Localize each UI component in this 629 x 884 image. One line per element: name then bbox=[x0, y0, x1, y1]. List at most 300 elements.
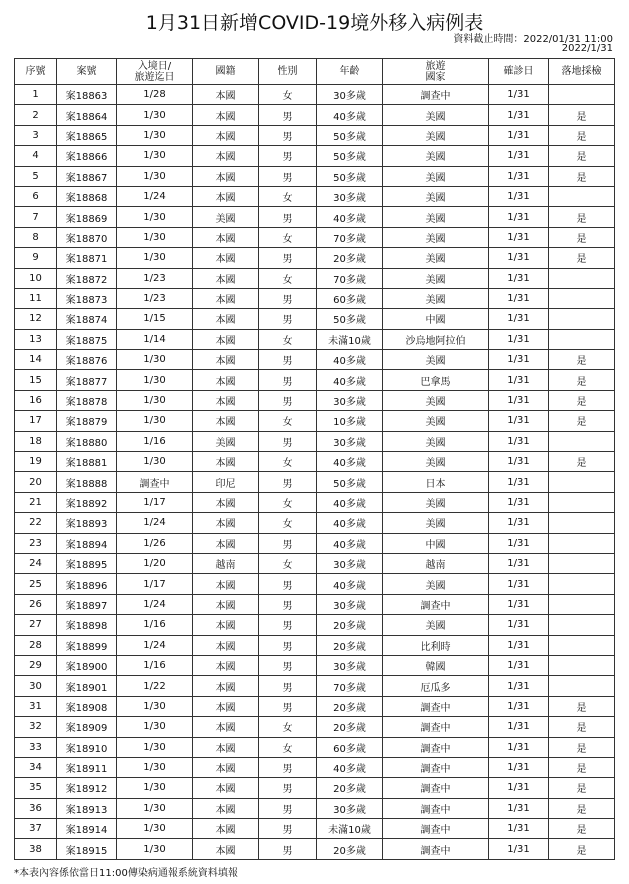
cell-age: 30多歲 bbox=[317, 186, 383, 206]
cell-nationality: 本國 bbox=[193, 492, 259, 512]
cell-landing-test: 是 bbox=[549, 819, 615, 839]
cell-nationality: 本國 bbox=[193, 411, 259, 431]
cell-age: 30多歲 bbox=[317, 85, 383, 105]
cell-travel-country: 美國 bbox=[383, 574, 489, 594]
table-row bbox=[15, 676, 615, 696]
footnote: *本表內容係依當日11:00傳染病通報系統資料填報 bbox=[14, 868, 238, 879]
cell-nationality: 本國 bbox=[193, 635, 259, 655]
cell-nationality: 本國 bbox=[193, 329, 259, 349]
cell-gender: 男 bbox=[259, 105, 317, 125]
cell-nationality: 本國 bbox=[193, 390, 259, 410]
cell-gender: 男 bbox=[259, 390, 317, 410]
cell-case-id: 案18912 bbox=[57, 778, 117, 798]
cell-nationality: 本國 bbox=[193, 105, 259, 125]
cell-gender: 女 bbox=[259, 268, 317, 288]
cell-travel-country: 沙烏地阿拉伯 bbox=[383, 329, 489, 349]
cell-travel-country: 中國 bbox=[383, 309, 489, 329]
cell-confirm-date: 1/31 bbox=[489, 655, 549, 675]
table-row bbox=[15, 125, 615, 145]
cell-gender: 男 bbox=[259, 431, 317, 451]
cell-nationality: 本國 bbox=[193, 350, 259, 370]
cell-gender: 男 bbox=[259, 696, 317, 716]
cell-gender: 男 bbox=[259, 819, 317, 839]
cell-seq: 30 bbox=[15, 676, 57, 696]
cell-seq: 34 bbox=[15, 757, 57, 777]
cell-gender: 女 bbox=[259, 85, 317, 105]
cell-case-id: 案18867 bbox=[57, 166, 117, 186]
cell-entry-date: 1/30 bbox=[117, 839, 193, 859]
cell-case-id: 案18896 bbox=[57, 574, 117, 594]
cell-nationality: 本國 bbox=[193, 696, 259, 716]
cell-entry-date: 1/26 bbox=[117, 533, 193, 553]
cell-age: 50多歲 bbox=[317, 309, 383, 329]
cell-confirm-date: 1/31 bbox=[489, 105, 549, 125]
table-row bbox=[15, 533, 615, 553]
cell-travel-country: 調查中 bbox=[383, 757, 489, 777]
cell-gender: 女 bbox=[259, 227, 317, 247]
cell-case-id: 案18866 bbox=[57, 146, 117, 166]
cell-travel-country: 中國 bbox=[383, 533, 489, 553]
cell-seq: 19 bbox=[15, 452, 57, 472]
cell-entry-date: 1/15 bbox=[117, 309, 193, 329]
cell-age: 40多歲 bbox=[317, 513, 383, 533]
cell-gender: 男 bbox=[259, 594, 317, 614]
cell-seq: 5 bbox=[15, 166, 57, 186]
cell-case-id: 案18892 bbox=[57, 492, 117, 512]
cell-gender: 男 bbox=[259, 370, 317, 390]
cell-age: 30多歲 bbox=[317, 553, 383, 573]
cell-landing-test bbox=[549, 268, 615, 288]
cell-case-id: 案18897 bbox=[57, 594, 117, 614]
cell-confirm-date: 1/31 bbox=[489, 717, 549, 737]
cell-case-id: 案18901 bbox=[57, 676, 117, 696]
table-row bbox=[15, 655, 615, 675]
header-gender bbox=[259, 59, 317, 85]
cell-seq: 38 bbox=[15, 839, 57, 859]
table-row bbox=[15, 146, 615, 166]
cell-case-id: 案18877 bbox=[57, 370, 117, 390]
cell-confirm-date: 1/31 bbox=[489, 186, 549, 206]
cell-gender: 男 bbox=[259, 533, 317, 553]
cell-nationality: 本國 bbox=[193, 248, 259, 268]
table-row bbox=[15, 635, 615, 655]
cell-entry-date: 1/30 bbox=[117, 105, 193, 125]
cell-nationality: 本國 bbox=[193, 85, 259, 105]
table-row bbox=[15, 309, 615, 329]
cell-landing-test: 是 bbox=[549, 411, 615, 431]
cell-age: 40多歲 bbox=[317, 574, 383, 594]
cell-age: 20多歲 bbox=[317, 839, 383, 859]
cell-confirm-date: 1/31 bbox=[489, 329, 549, 349]
cell-travel-country: 美國 bbox=[383, 248, 489, 268]
cell-case-id: 案18869 bbox=[57, 207, 117, 227]
cell-gender: 男 bbox=[259, 676, 317, 696]
cell-seq: 27 bbox=[15, 615, 57, 635]
cell-gender: 女 bbox=[259, 411, 317, 431]
cell-landing-test: 是 bbox=[549, 105, 615, 125]
cell-age: 未滿10歲 bbox=[317, 329, 383, 349]
header-line: 落地採檢 bbox=[561, 66, 602, 77]
cell-age: 20多歲 bbox=[317, 248, 383, 268]
cell-case-id: 案18875 bbox=[57, 329, 117, 349]
cell-confirm-date: 1/31 bbox=[489, 268, 549, 288]
cell-confirm-date: 1/31 bbox=[489, 676, 549, 696]
table-row bbox=[15, 717, 615, 737]
cell-age: 50多歲 bbox=[317, 146, 383, 166]
cell-entry-date: 1/30 bbox=[117, 125, 193, 145]
cell-landing-test bbox=[549, 472, 615, 492]
table-row bbox=[15, 574, 615, 594]
cell-case-id: 案18895 bbox=[57, 553, 117, 573]
cell-landing-test: 是 bbox=[549, 227, 615, 247]
table-row bbox=[15, 248, 615, 268]
cell-entry-date: 1/30 bbox=[117, 798, 193, 818]
cell-confirm-date: 1/31 bbox=[489, 370, 549, 390]
table-row bbox=[15, 186, 615, 206]
cell-case-id: 案18909 bbox=[57, 717, 117, 737]
cell-seq: 22 bbox=[15, 513, 57, 533]
cell-landing-test bbox=[549, 574, 615, 594]
cell-confirm-date: 1/31 bbox=[489, 390, 549, 410]
cell-confirm-date: 1/31 bbox=[489, 798, 549, 818]
table-row bbox=[15, 778, 615, 798]
header-line: 入境日/ bbox=[137, 60, 172, 72]
cell-entry-date: 1/30 bbox=[117, 696, 193, 716]
cell-seq: 16 bbox=[15, 390, 57, 410]
table-row bbox=[15, 227, 615, 247]
cell-entry-date: 1/16 bbox=[117, 431, 193, 451]
header-row bbox=[15, 59, 615, 85]
cell-case-id: 案18881 bbox=[57, 452, 117, 472]
cell-gender: 女 bbox=[259, 492, 317, 512]
cell-confirm-date: 1/31 bbox=[489, 309, 549, 329]
cell-age: 20多歲 bbox=[317, 635, 383, 655]
cell-case-id: 案18888 bbox=[57, 472, 117, 492]
cell-gender: 男 bbox=[259, 146, 317, 166]
cell-case-id: 案18879 bbox=[57, 411, 117, 431]
cell-travel-country: 調查中 bbox=[383, 717, 489, 737]
cell-entry-date: 1/16 bbox=[117, 655, 193, 675]
cell-nationality: 本國 bbox=[193, 757, 259, 777]
cell-case-id: 案18878 bbox=[57, 390, 117, 410]
cell-seq: 2 bbox=[15, 105, 57, 125]
cell-gender: 女 bbox=[259, 452, 317, 472]
header-line: 旅遊迄日 bbox=[134, 71, 175, 83]
cell-landing-test bbox=[549, 594, 615, 614]
cell-seq: 26 bbox=[15, 594, 57, 614]
cell-nationality: 本國 bbox=[193, 166, 259, 186]
cell-case-id: 案18908 bbox=[57, 696, 117, 716]
cell-entry-date: 1/30 bbox=[117, 166, 193, 186]
cell-age: 60多歲 bbox=[317, 288, 383, 308]
cell-travel-country: 厄瓜多 bbox=[383, 676, 489, 696]
cell-nationality: 美國 bbox=[193, 431, 259, 451]
cell-nationality: 本國 bbox=[193, 819, 259, 839]
cell-entry-date: 調查中 bbox=[117, 472, 193, 492]
cell-confirm-date: 1/31 bbox=[489, 248, 549, 268]
cell-landing-test: 是 bbox=[549, 778, 615, 798]
table-row bbox=[15, 839, 615, 859]
cell-entry-date: 1/24 bbox=[117, 594, 193, 614]
cell-travel-country: 巴拿馬 bbox=[383, 370, 489, 390]
cell-age: 40多歲 bbox=[317, 370, 383, 390]
cell-seq: 15 bbox=[15, 370, 57, 390]
page-title: 1月31日新增COVID-19境外移入病例表 bbox=[145, 12, 484, 34]
cell-age: 30多歲 bbox=[317, 798, 383, 818]
cell-landing-test bbox=[549, 615, 615, 635]
cell-confirm-date: 1/31 bbox=[489, 778, 549, 798]
cell-travel-country: 美國 bbox=[383, 390, 489, 410]
cell-gender: 男 bbox=[259, 615, 317, 635]
cell-entry-date: 1/16 bbox=[117, 615, 193, 635]
cell-age: 50多歲 bbox=[317, 472, 383, 492]
cell-nationality: 本國 bbox=[193, 309, 259, 329]
cell-seq: 7 bbox=[15, 207, 57, 227]
cell-entry-date: 1/30 bbox=[117, 717, 193, 737]
table-row bbox=[15, 268, 615, 288]
cell-confirm-date: 1/31 bbox=[489, 125, 549, 145]
cell-confirm-date: 1/31 bbox=[489, 533, 549, 553]
cell-travel-country: 調查中 bbox=[383, 798, 489, 818]
cell-case-id: 案18876 bbox=[57, 350, 117, 370]
cell-seq: 23 bbox=[15, 533, 57, 553]
cell-case-id: 案18873 bbox=[57, 288, 117, 308]
cell-entry-date: 1/30 bbox=[117, 390, 193, 410]
table-row bbox=[15, 492, 615, 512]
cell-landing-test: 是 bbox=[549, 452, 615, 472]
cell-landing-test bbox=[549, 288, 615, 308]
table-row bbox=[15, 737, 615, 757]
cell-confirm-date: 1/31 bbox=[489, 227, 549, 247]
table-row bbox=[15, 105, 615, 125]
header-landing-test bbox=[549, 59, 615, 85]
cell-confirm-date: 1/31 bbox=[489, 513, 549, 533]
cell-seq: 20 bbox=[15, 472, 57, 492]
cell-gender: 男 bbox=[259, 635, 317, 655]
header-line: 確診日 bbox=[503, 66, 534, 77]
cell-travel-country: 美國 bbox=[383, 166, 489, 186]
cell-seq: 21 bbox=[15, 492, 57, 512]
cell-age: 40多歲 bbox=[317, 207, 383, 227]
table-row bbox=[15, 819, 615, 839]
cell-entry-date: 1/30 bbox=[117, 227, 193, 247]
cell-landing-test bbox=[549, 635, 615, 655]
cell-travel-country: 美國 bbox=[383, 186, 489, 206]
cell-travel-country: 美國 bbox=[383, 125, 489, 145]
header-entry-date bbox=[117, 59, 193, 85]
cell-entry-date: 1/30 bbox=[117, 350, 193, 370]
cell-gender: 男 bbox=[259, 207, 317, 227]
data-cutoff-time: 資料截止時間：2022/01/31 11:00 bbox=[453, 34, 613, 45]
cell-landing-test bbox=[549, 309, 615, 329]
cell-gender: 男 bbox=[259, 288, 317, 308]
cell-age: 70多歲 bbox=[317, 676, 383, 696]
cell-age: 40多歲 bbox=[317, 533, 383, 553]
cell-travel-country: 美國 bbox=[383, 615, 489, 635]
cell-entry-date: 1/24 bbox=[117, 186, 193, 206]
cell-confirm-date: 1/31 bbox=[489, 411, 549, 431]
table-row bbox=[15, 594, 615, 614]
cell-case-id: 案18874 bbox=[57, 309, 117, 329]
cell-entry-date: 1/24 bbox=[117, 513, 193, 533]
cell-entry-date: 1/23 bbox=[117, 288, 193, 308]
cell-nationality: 本國 bbox=[193, 839, 259, 859]
cell-confirm-date: 1/31 bbox=[489, 207, 549, 227]
cell-nationality: 本國 bbox=[193, 533, 259, 553]
cell-travel-country: 美國 bbox=[383, 431, 489, 451]
cell-seq: 29 bbox=[15, 655, 57, 675]
cell-seq: 4 bbox=[15, 146, 57, 166]
cell-nationality: 本國 bbox=[193, 676, 259, 696]
cell-nationality: 本國 bbox=[193, 146, 259, 166]
cell-travel-country: 調查中 bbox=[383, 839, 489, 859]
cell-gender: 男 bbox=[259, 472, 317, 492]
cell-travel-country: 美國 bbox=[383, 105, 489, 125]
cell-nationality: 本國 bbox=[193, 737, 259, 757]
cell-landing-test: 是 bbox=[549, 696, 615, 716]
cell-age: 70多歲 bbox=[317, 227, 383, 247]
table-row bbox=[15, 390, 615, 410]
cell-nationality: 印尼 bbox=[193, 472, 259, 492]
cell-entry-date: 1/30 bbox=[117, 757, 193, 777]
table-row bbox=[15, 513, 615, 533]
table-row bbox=[15, 207, 615, 227]
cell-gender: 男 bbox=[259, 778, 317, 798]
cell-confirm-date: 1/31 bbox=[489, 839, 549, 859]
cell-nationality: 越南 bbox=[193, 553, 259, 573]
cell-entry-date: 1/22 bbox=[117, 676, 193, 696]
cell-seq: 9 bbox=[15, 248, 57, 268]
cell-landing-test bbox=[549, 85, 615, 105]
cell-entry-date: 1/30 bbox=[117, 370, 193, 390]
cell-case-id: 案18864 bbox=[57, 105, 117, 125]
cell-age: 未滿10歲 bbox=[317, 819, 383, 839]
cell-confirm-date: 1/31 bbox=[489, 452, 549, 472]
cell-gender: 男 bbox=[259, 166, 317, 186]
cell-gender: 男 bbox=[259, 125, 317, 145]
cell-travel-country: 美國 bbox=[383, 452, 489, 472]
cell-confirm-date: 1/31 bbox=[489, 635, 549, 655]
cell-age: 40多歲 bbox=[317, 757, 383, 777]
cell-landing-test: 是 bbox=[549, 146, 615, 166]
cell-travel-country: 調查中 bbox=[383, 696, 489, 716]
cell-seq: 33 bbox=[15, 737, 57, 757]
cell-case-id: 案18872 bbox=[57, 268, 117, 288]
cell-case-id: 案18914 bbox=[57, 819, 117, 839]
cell-gender: 女 bbox=[259, 717, 317, 737]
table-row bbox=[15, 431, 615, 451]
cell-seq: 8 bbox=[15, 227, 57, 247]
cell-case-id: 案18900 bbox=[57, 655, 117, 675]
cell-nationality: 本國 bbox=[193, 370, 259, 390]
cell-case-id: 案18911 bbox=[57, 757, 117, 777]
cell-case-id: 案18893 bbox=[57, 513, 117, 533]
table-row bbox=[15, 85, 615, 105]
cell-seq: 10 bbox=[15, 268, 57, 288]
cell-travel-country: 越南 bbox=[383, 553, 489, 573]
cell-seq: 3 bbox=[15, 125, 57, 145]
table-row bbox=[15, 615, 615, 635]
cell-travel-country: 調查中 bbox=[383, 85, 489, 105]
cell-landing-test bbox=[549, 186, 615, 206]
cell-confirm-date: 1/31 bbox=[489, 350, 549, 370]
cell-seq: 14 bbox=[15, 350, 57, 370]
cell-nationality: 本國 bbox=[193, 594, 259, 614]
header-line: 案號 bbox=[76, 66, 97, 77]
cell-travel-country: 比利時 bbox=[383, 635, 489, 655]
cell-confirm-date: 1/31 bbox=[489, 574, 549, 594]
header-travel-country bbox=[383, 59, 489, 85]
cell-entry-date: 1/30 bbox=[117, 819, 193, 839]
case-table bbox=[14, 58, 615, 860]
header-nationality bbox=[193, 59, 259, 85]
table-row bbox=[15, 370, 615, 390]
cell-landing-test: 是 bbox=[549, 717, 615, 737]
cell-landing-test: 是 bbox=[549, 248, 615, 268]
header-line: 旅遊 bbox=[425, 60, 446, 72]
table-row bbox=[15, 553, 615, 573]
cell-case-id: 案18868 bbox=[57, 186, 117, 206]
cell-travel-country: 調查中 bbox=[383, 819, 489, 839]
cell-confirm-date: 1/31 bbox=[489, 553, 549, 573]
cell-age: 30多歲 bbox=[317, 655, 383, 675]
cell-landing-test bbox=[549, 533, 615, 553]
cell-case-id: 案18910 bbox=[57, 737, 117, 757]
cell-gender: 男 bbox=[259, 655, 317, 675]
header-case-id bbox=[57, 59, 117, 85]
cell-travel-country: 美國 bbox=[383, 492, 489, 512]
cell-case-id: 案18913 bbox=[57, 798, 117, 818]
cell-age: 20多歲 bbox=[317, 615, 383, 635]
cell-seq: 28 bbox=[15, 635, 57, 655]
cell-seq: 37 bbox=[15, 819, 57, 839]
cell-seq: 31 bbox=[15, 696, 57, 716]
cell-age: 60多歲 bbox=[317, 737, 383, 757]
cell-landing-test: 是 bbox=[549, 350, 615, 370]
cell-case-id: 案18863 bbox=[57, 85, 117, 105]
table-row bbox=[15, 350, 615, 370]
header-line: 性別 bbox=[277, 66, 298, 77]
table-row bbox=[15, 472, 615, 492]
cell-seq: 1 bbox=[15, 85, 57, 105]
cell-entry-date: 1/23 bbox=[117, 268, 193, 288]
cell-landing-test: 是 bbox=[549, 370, 615, 390]
cell-gender: 女 bbox=[259, 737, 317, 757]
cell-nationality: 本國 bbox=[193, 227, 259, 247]
cell-entry-date: 1/24 bbox=[117, 635, 193, 655]
cell-gender: 男 bbox=[259, 839, 317, 859]
cell-gender: 女 bbox=[259, 329, 317, 349]
cell-landing-test: 是 bbox=[549, 839, 615, 859]
cell-entry-date: 1/30 bbox=[117, 207, 193, 227]
cell-landing-test bbox=[549, 676, 615, 696]
cell-entry-date: 1/17 bbox=[117, 492, 193, 512]
cell-age: 10多歲 bbox=[317, 411, 383, 431]
cell-age: 50多歲 bbox=[317, 166, 383, 186]
header-confirm-date bbox=[489, 59, 549, 85]
cell-seq: 18 bbox=[15, 431, 57, 451]
cell-confirm-date: 1/31 bbox=[489, 757, 549, 777]
cell-landing-test: 是 bbox=[549, 166, 615, 186]
cell-seq: 6 bbox=[15, 186, 57, 206]
cell-travel-country: 日本 bbox=[383, 472, 489, 492]
cell-age: 20多歲 bbox=[317, 778, 383, 798]
cell-gender: 男 bbox=[259, 574, 317, 594]
table-row bbox=[15, 329, 615, 349]
cell-nationality: 本國 bbox=[193, 288, 259, 308]
cell-entry-date: 1/30 bbox=[117, 248, 193, 268]
cell-nationality: 本國 bbox=[193, 186, 259, 206]
